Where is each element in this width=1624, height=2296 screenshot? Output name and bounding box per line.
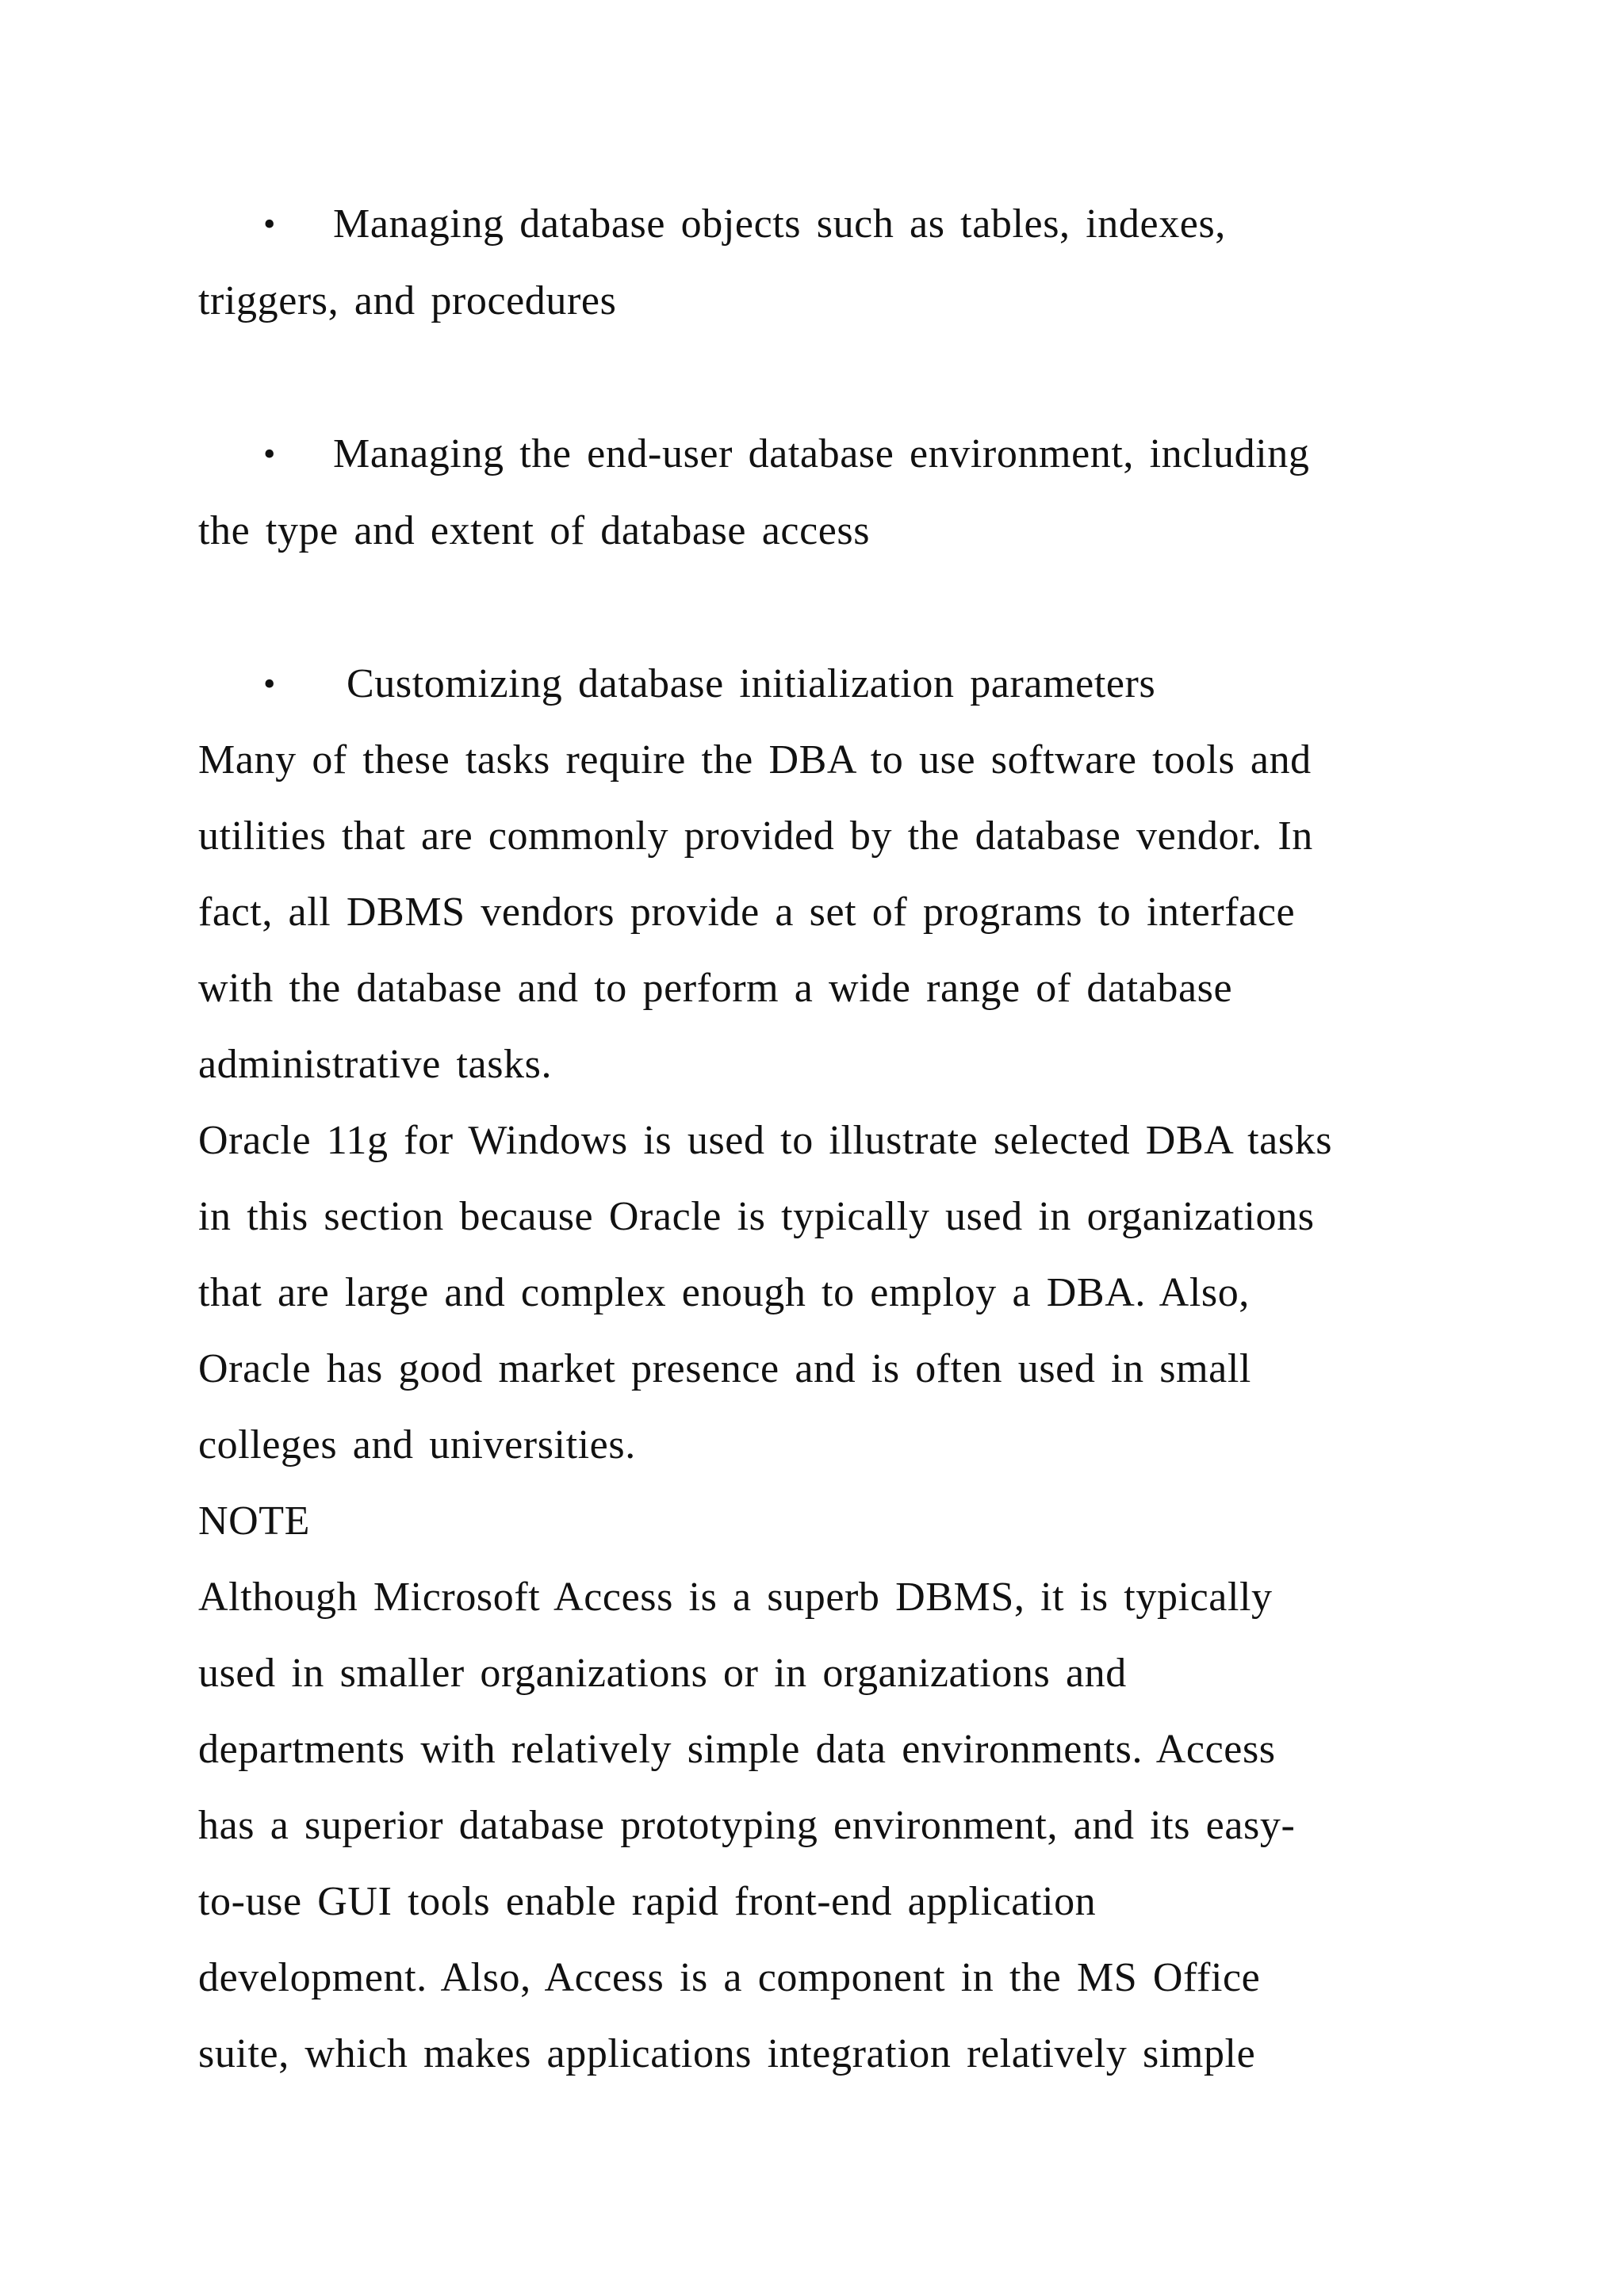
note-line-4: has a superior database prototyping environment, and its easy- xyxy=(198,1803,1296,1848)
paragraph-2-line-2: in this section because Oracle is typically used in organizations xyxy=(198,1194,1315,1239)
note-line-1: Although Microsoft Access is a superb DBMS, it is typically xyxy=(198,1575,1273,1620)
paragraph-1-line-2: utilities that are commonly provided by the database vendor. In xyxy=(198,813,1313,859)
bullet-1-text-line-2: triggers, and procedures xyxy=(198,278,617,323)
bullet-marker: • xyxy=(263,205,276,243)
bullet-3-text-line-1: Customizing database initialization parameters xyxy=(347,661,1156,706)
paragraph-1-line-5: administrative tasks. xyxy=(198,1042,553,1087)
paragraph-1-line-3: fact, all DBMS vendors provide a set of programs to interface xyxy=(198,890,1296,935)
paragraph-2-line-3: that are large and complex enough to employ a DBA. Also, xyxy=(198,1270,1250,1315)
note-line-5: to-use GUI tools enable rapid front-end application xyxy=(198,1879,1097,1924)
note-label: NOTE xyxy=(198,1498,311,1544)
bullet-1-text-line-1: Managing database objects such as tables, indexes, xyxy=(333,201,1226,247)
paragraph-2-line-4: Oracle has good market presence and is often used in small xyxy=(198,1346,1251,1391)
note-line-6: development. Also, Access is a component in the MS Office xyxy=(198,1955,1261,2000)
note-line-7: suite, which makes applications integration relatively simple xyxy=(198,2031,1256,2076)
paragraph-2-line-1: Oracle 11g for Windows is used to illustrate selected DBA tasks xyxy=(198,1118,1333,1163)
paragraph-1-line-1: Many of these tasks require the DBA to use software tools and xyxy=(198,737,1312,783)
note-line-2: used in smaller organizations or in organizations and xyxy=(198,1651,1127,1696)
paragraph-1-line-4: with the database and to perform a wide range of database xyxy=(198,966,1233,1011)
bullet-2-text-line-2: the type and extent of database access xyxy=(198,508,871,553)
note-line-3: departments with relatively simple data environments. Access xyxy=(198,1727,1276,1772)
bullet-2-text-line-1: Managing the end-user database environment, including xyxy=(333,431,1310,476)
bullet-marker: • xyxy=(263,434,276,473)
paragraph-2-line-5: colleges and universities. xyxy=(198,1422,636,1468)
bullet-marker: • xyxy=(263,664,276,703)
